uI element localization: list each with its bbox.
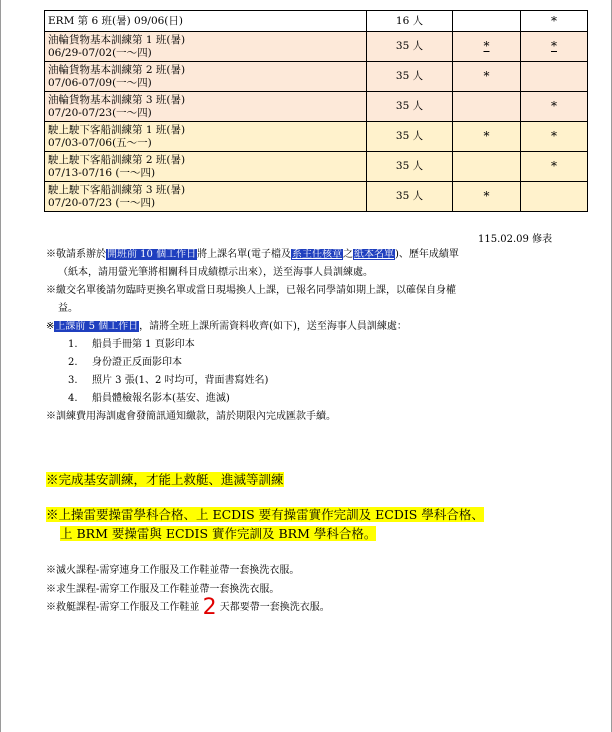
highlight-text-line1: ※上操雷要操雷學科合格、上 ECDIS 要有操雷實作完訓及 ECDIS 學科合格、 [46, 507, 484, 522]
item-text: 船員手冊第 1 頁影印本 [92, 339, 195, 350]
mark-cell-2: * [521, 11, 588, 32]
highlight-text: ※完成基安訓練，才能上救艇、進滅等訓練 [46, 472, 284, 487]
note-submit-list-cont: （紙本，請用螢光筆將相關科目成績標示出來），送至海事人員訓練處。 [58, 267, 373, 278]
note-submit-list [46, 246, 586, 264]
item-number: 2. [68, 357, 78, 368]
item-number: 1. [68, 339, 78, 350]
course-cell [45, 62, 367, 92]
note-text: ※救艇課程-需穿工作服及工作鞋並 [46, 602, 200, 613]
highlight-paper-list: 紙本名單 [354, 249, 394, 260]
revision-date: 115.02.09 修表 [478, 234, 553, 245]
note-text: )、歷年成績單 [395, 249, 459, 260]
note-no-replacement: ※繳交名單後請勿臨時更換名單或當日現場換人上課，已報名同學請如期上課，以確保自身權 [46, 285, 456, 296]
people-cell: 35 人 [367, 182, 453, 212]
highlight-prerequisite-basic-safety [46, 470, 284, 488]
note-text: ※敬請系辦於 [46, 249, 106, 260]
mark-cell-1: * [453, 62, 521, 92]
people-cell: 35 人 [367, 62, 453, 92]
mark-cell-1: * [453, 32, 521, 62]
clothing-survival: ※求生課程-需穿工作服及工作鞋並帶一套換洗衣服。 [46, 583, 280, 595]
course-cell [45, 152, 367, 182]
course-dates: 07/20-07/23(一～四) [48, 106, 152, 119]
mark-cell-1 [453, 152, 521, 182]
clothing-fire-fighting: ※滅火課程-需穿連身工作服及工作鞋並帶一套換洗衣服。 [46, 565, 300, 576]
clothing-lifeboat [46, 595, 330, 620]
mark-cell-2: * [521, 32, 588, 62]
course-dates: 07/03-07/06(五～一) [48, 136, 152, 149]
course-cell [45, 122, 367, 152]
list-item [46, 354, 586, 372]
note-text: 天都要帶一套換洗衣服。 [219, 602, 330, 613]
course-dates: 07/20-07/23 (一～四) [48, 196, 156, 209]
item-text: 船員體檢報名影本(基安、進滅) [92, 393, 230, 404]
highlight-deadline-5-days: 上課前 5 個工作日 [55, 321, 139, 332]
list-item [46, 372, 586, 390]
people-cell: 35 人 [367, 152, 453, 182]
note-text: 之 [343, 249, 353, 260]
note-text: ，請將全班上課所需資料收齊(如下)，送至海事人員訓練處： [139, 321, 407, 332]
course-name: 駛上駛下客船訓練第 3 班(暑) [48, 183, 186, 196]
note-fee: ※訓練費用海訓處會發簡訊通知繳款，請於期限內完成匯款手續。 [46, 411, 336, 422]
course-name: ERM 第 6 班(暑) 09/06(日) [48, 14, 183, 27]
note-no-replacement-cont: 益。 [58, 303, 78, 314]
highlight-text-line2: 上 BRM 要操雷與 ECDIS 實作完訓及 BRM 學科合格。 [60, 526, 377, 541]
people-cell: 16 人 [367, 11, 453, 32]
mark-cell-1: * [453, 182, 521, 212]
list-item [46, 336, 586, 354]
clothing-notes [46, 562, 330, 618]
highlight-dept-head-seal: 系主任核章 [292, 249, 342, 260]
table-row [45, 182, 588, 212]
people-cell: 35 人 [367, 92, 453, 122]
course-name: 駛上駛下客船訓練第 2 班(暑) [48, 153, 186, 166]
days-number: 2 [202, 595, 217, 620]
mark-cell-2: * [521, 122, 588, 152]
course-dates: 06/29-07/02(一～四) [48, 46, 152, 59]
item-text: 照片 3 張(1、2 吋均可，背面書寫姓名) [92, 375, 269, 386]
mark-cell-2: * [521, 92, 588, 122]
course-dates: 07/06-07/09(一～四) [48, 76, 152, 89]
course-cell [45, 182, 367, 212]
item-text: 身份證正反面影印本 [92, 357, 182, 368]
course-dates: 07/13-07/16 (一～四) [48, 166, 156, 179]
mark-cell-2: * [521, 152, 588, 182]
mark-cell-1 [453, 92, 521, 122]
course-name: 油輪貨物基本訓練第 1 班(暑) [48, 33, 186, 46]
table-row [45, 32, 588, 62]
mark-cell-1: * [453, 122, 521, 152]
people-cell: 35 人 [367, 122, 453, 152]
list-item [46, 390, 586, 408]
note-text: 將上課名單(電子檔及 [197, 249, 291, 260]
item-number: 3. [68, 375, 78, 386]
course-cell [45, 11, 367, 32]
item-number: 4. [68, 393, 78, 404]
mark-cell-2 [521, 182, 588, 212]
table-row [45, 62, 588, 92]
table-row [45, 122, 588, 152]
highlight-deadline-10-days: 開班前 10 個工作日 [107, 249, 197, 260]
course-cell [45, 32, 367, 62]
course-name: 駛上駛下客船訓練第 1 班(暑) [48, 123, 186, 136]
page-edge-left [0, 0, 1, 732]
people-cell: 35 人 [367, 32, 453, 62]
table-row [45, 152, 588, 182]
course-name: 油輪貨物基本訓練第 2 班(暑) [48, 63, 186, 76]
course-name: 油輪貨物基本訓練第 3 班(暑) [48, 93, 186, 106]
notes-section [46, 246, 586, 426]
table-row [45, 92, 588, 122]
mark-cell-1 [453, 11, 521, 32]
course-cell [45, 92, 367, 122]
documents-list [46, 336, 586, 408]
training-schedule-table [44, 10, 588, 212]
mark-cell-2 [521, 62, 588, 92]
note-text: ※ [46, 321, 55, 332]
table-row [45, 11, 588, 32]
highlight-prerequisite-radar [46, 505, 484, 543]
note-documents [46, 318, 586, 336]
